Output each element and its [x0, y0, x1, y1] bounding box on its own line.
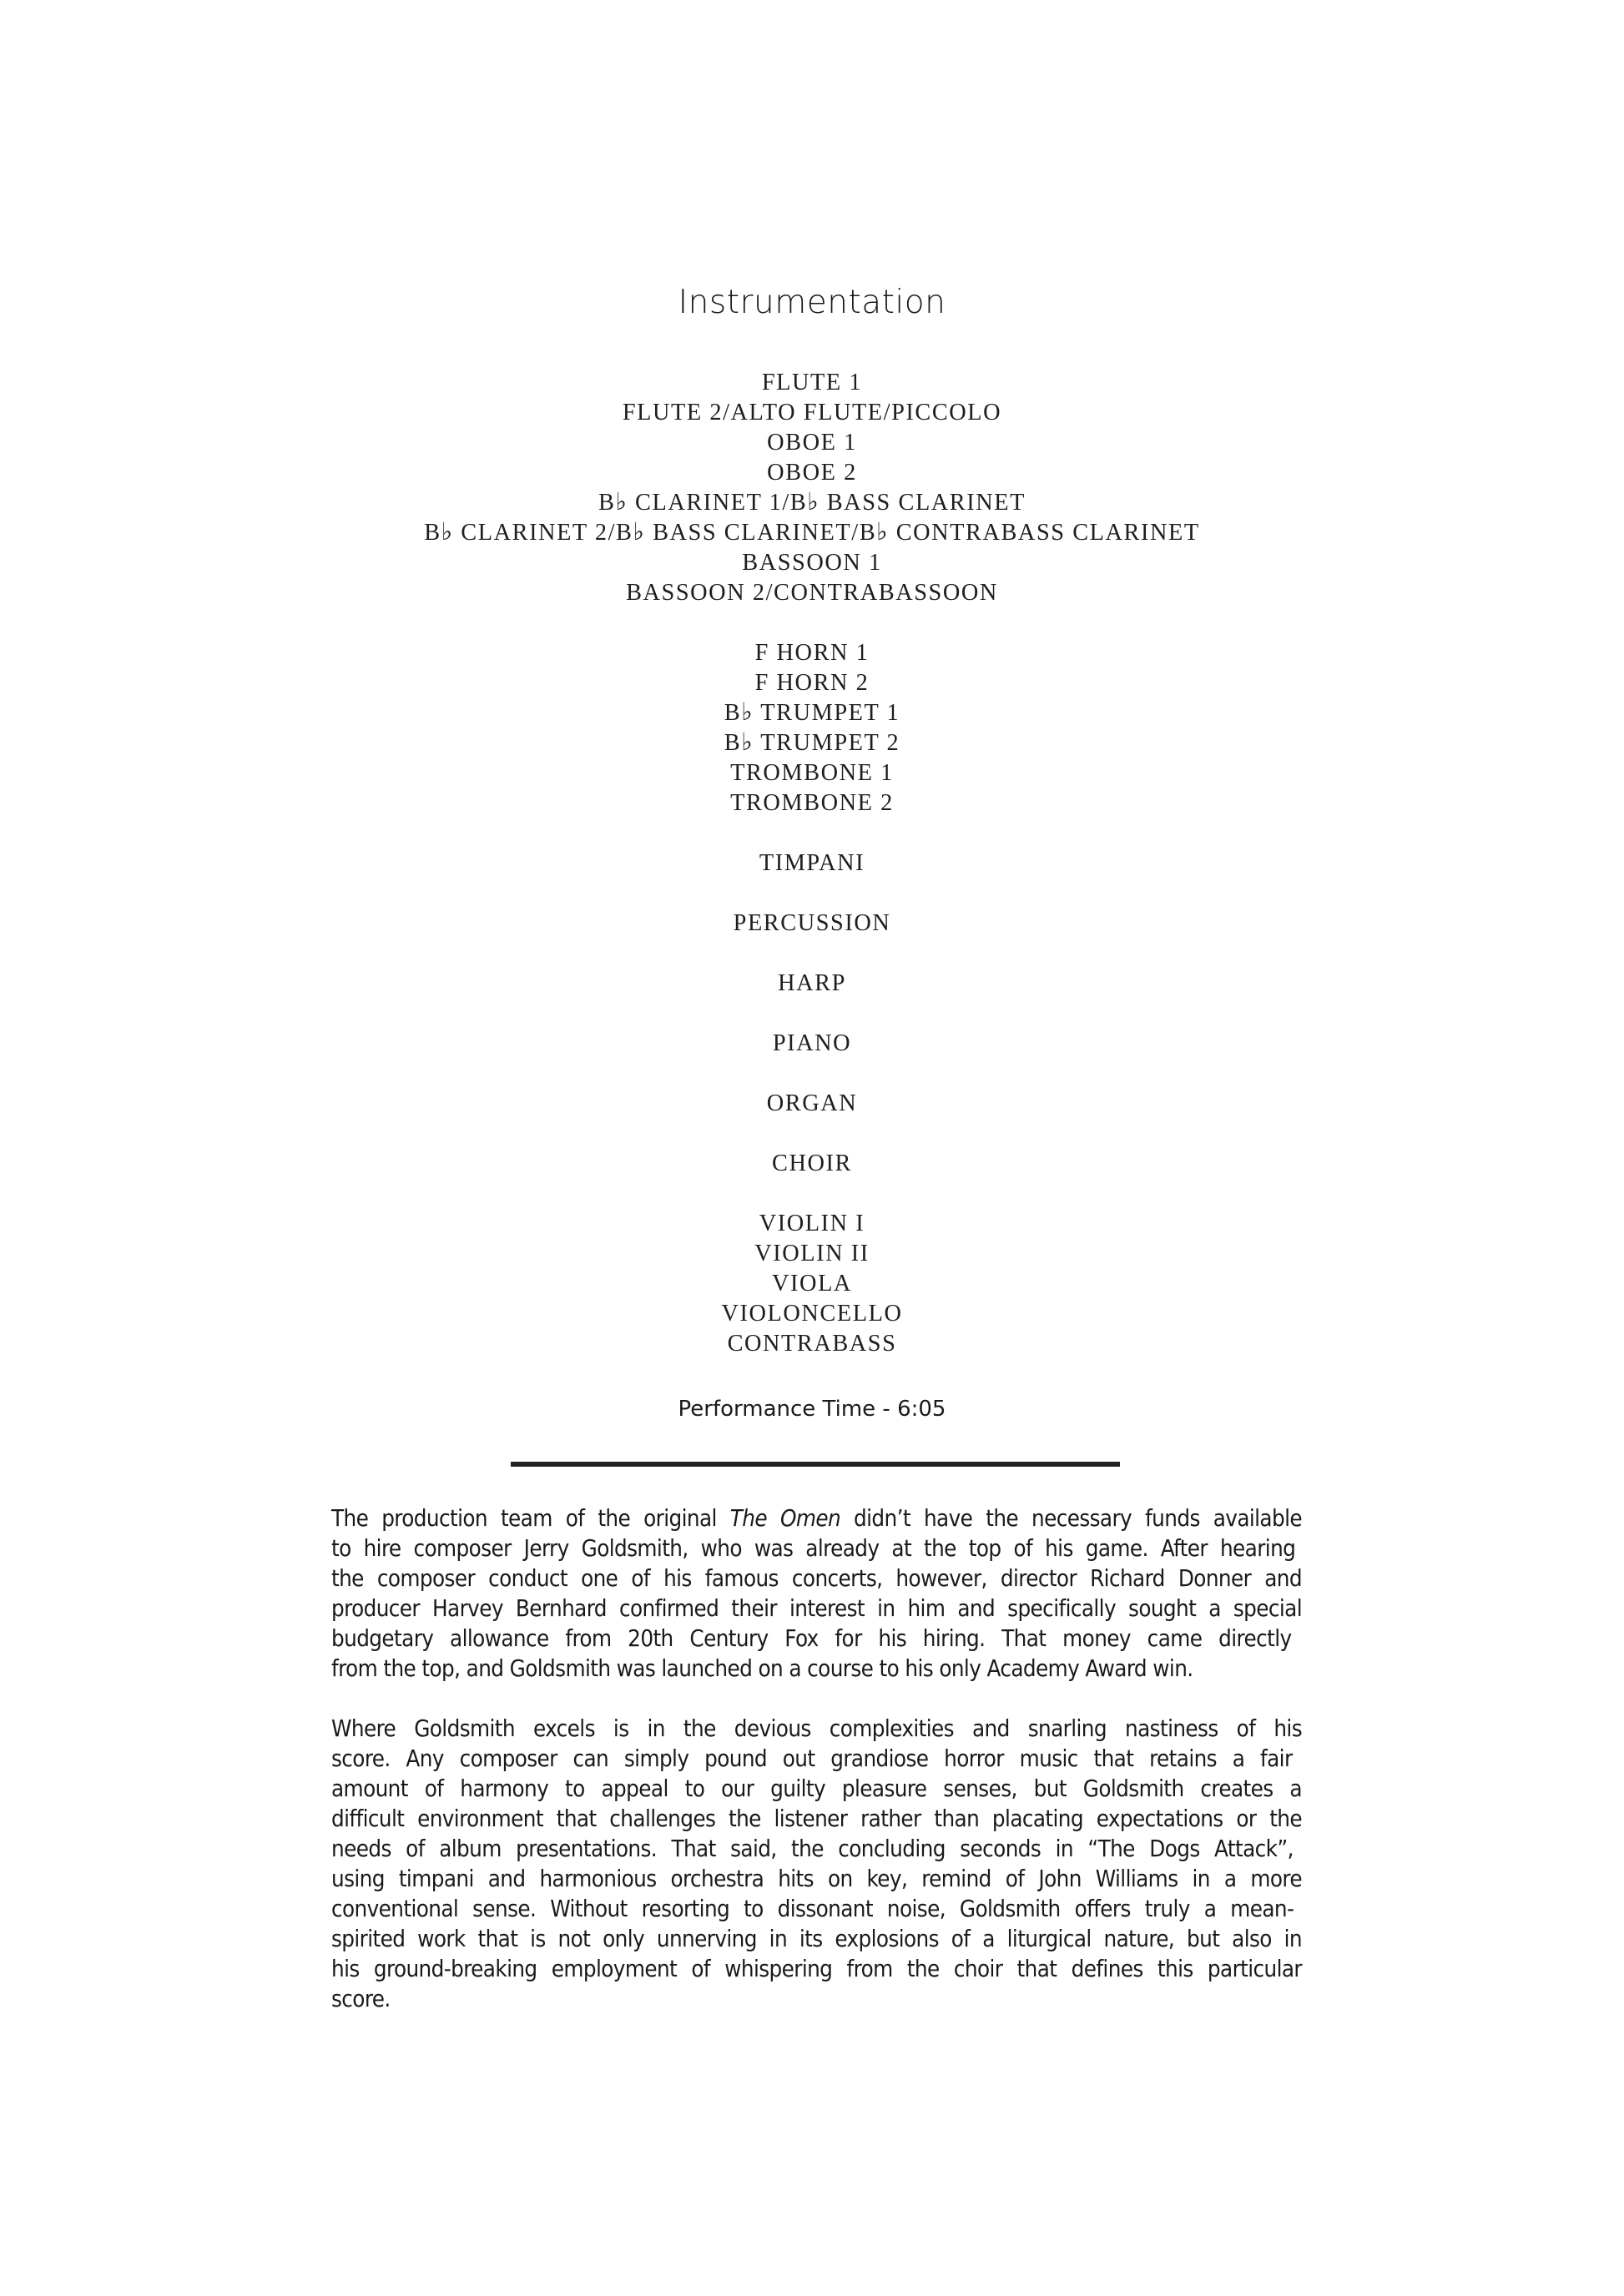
text-run: score. Any composer can simply pound out grandiose horror music that retains a fair: [331, 1745, 1293, 1772]
instrument-group: [0, 1088, 1624, 1118]
paragraph-line: [331, 1594, 1302, 1624]
paragraph-line: [331, 1563, 1302, 1594]
instrument-item: TROMBONE 2: [730, 789, 894, 816]
instrument-item: PIANO: [772, 1030, 852, 1056]
text-run: from the top, and Goldsmith was launched on a course to his only Academy Award win.: [331, 1655, 1193, 1682]
instrument-item: ORGAN: [766, 1090, 858, 1116]
instrument-item: BASSOON 2/CONTRABASSOON: [626, 579, 998, 606]
paragraph-line: [331, 1503, 1302, 1533]
paragraph-line: [331, 1924, 1302, 1954]
instrument-item: TIMPANI: [759, 849, 865, 876]
instrument-group: [0, 637, 1624, 818]
instrument-item: CONTRABASS: [727, 1330, 897, 1357]
text-run: conventional sense. Without resorting to dissonant noise, Goldsmith offers truly a mean-: [331, 1896, 1294, 1922]
text-run: The production team of the original: [331, 1505, 730, 1532]
performance-time: Performance Time - 6:05: [678, 1397, 946, 1422]
text-run: needs of album presentations. That said, the concluding seconds in “The Dogs Attack”,: [331, 1835, 1294, 1862]
instrument-item: OBOE 1: [767, 429, 857, 456]
instrument-item: VIOLA: [772, 1270, 852, 1297]
instrument-item: VIOLONCELLO: [721, 1300, 903, 1327]
paragraph-line: [331, 1714, 1302, 1744]
text-run: Where Goldsmith excels is in the devious complexities and snarling nastiness of his: [331, 1715, 1302, 1742]
text-run: his ground-breaking employment of whispering from the choir that defines this particular: [331, 1956, 1302, 1982]
instrument-item: HARP: [778, 969, 846, 996]
paragraph-2: [331, 1714, 1302, 2014]
text-run: difficult environment that challenges the listener rather than placating expectations or the: [331, 1805, 1302, 1832]
instrument-group: [0, 1148, 1624, 1178]
paragraph-line: [331, 1834, 1302, 1864]
text-run: didn’t have the necessary funds available: [840, 1505, 1303, 1532]
paragraph-line: [331, 1624, 1302, 1654]
instrument-group: [0, 367, 1624, 607]
paragraph-line: [331, 1864, 1302, 1894]
instrument-item: PERCUSSION: [733, 909, 891, 936]
paragraph-line: [331, 1984, 1302, 2014]
instrument-item: B♭ CLARINET 2/B♭ BASS CLARINET/B♭ CONTRABASS CLARINET: [424, 519, 1200, 546]
instrument-item: BASSOON 1: [742, 549, 882, 576]
text-run: the composer conduct one of his famous concerts, however, director Richard Donner and: [331, 1565, 1302, 1592]
instrument-item: F HORN 1: [754, 639, 870, 666]
instrument-item: OBOE 2: [767, 459, 857, 486]
page-title: Instrumentation: [678, 284, 946, 321]
paragraph-line: [331, 1804, 1302, 1834]
instrument-group: [0, 908, 1624, 938]
paragraph-1: [331, 1503, 1302, 1684]
instrument-item: VIOLIN II: [754, 1240, 870, 1266]
instrument-item: VIOLIN I: [759, 1210, 865, 1236]
text-run: score.: [331, 1986, 391, 2012]
paragraph-line: [331, 1533, 1302, 1563]
text-run: using timpani and harmonious orchestra hits on key, remind of John Williams in a more: [331, 1866, 1302, 1892]
instrument-item: FLUTE 2/ALTO FLUTE/PICCOLO: [622, 399, 1002, 425]
text-run: to hire composer Jerry Goldsmith, who was already at the top of his game. After hearing: [331, 1535, 1296, 1562]
horizontal-rule: [511, 1462, 1120, 1467]
text-run: amount of harmony to appeal to our guilty pleasure senses, but Goldsmith creates a: [331, 1775, 1302, 1802]
instrument-item: F HORN 2: [754, 669, 870, 696]
instrument-list: [0, 367, 1624, 1388]
paragraph-line: [331, 1954, 1302, 1984]
text-run: producer Harvey Bernhard confirmed their interest in him and specifically sought a special: [331, 1595, 1302, 1622]
instrument-item: B♭ TRUMPET 2: [724, 729, 900, 756]
instrument-item: TROMBONE 1: [730, 759, 894, 786]
instrument-group: [0, 968, 1624, 998]
text-run: spirited work that is not only unnerving in its explosions of a liturgical nature, but also in: [331, 1926, 1302, 1952]
instrument-group: [0, 1028, 1624, 1058]
paragraph-line: [331, 1774, 1302, 1804]
instrument-item: CHOIR: [772, 1150, 852, 1176]
instrument-group: [0, 1208, 1624, 1358]
instrument-item: B♭ CLARINET 1/B♭ BASS CLARINET: [598, 489, 1026, 516]
italic-title: The Omen: [729, 1505, 841, 1532]
paragraph-line: [331, 1654, 1302, 1684]
paragraph-line: [331, 1744, 1302, 1774]
instrument-item: B♭ TRUMPET 1: [724, 699, 900, 726]
paragraph-line: [331, 1894, 1302, 1924]
instrument-group: [0, 848, 1624, 878]
text-run: budgetary allowance from 20th Century Fox for his hiring. That money came directly: [331, 1625, 1292, 1652]
instrument-item: FLUTE 1: [761, 369, 863, 395]
